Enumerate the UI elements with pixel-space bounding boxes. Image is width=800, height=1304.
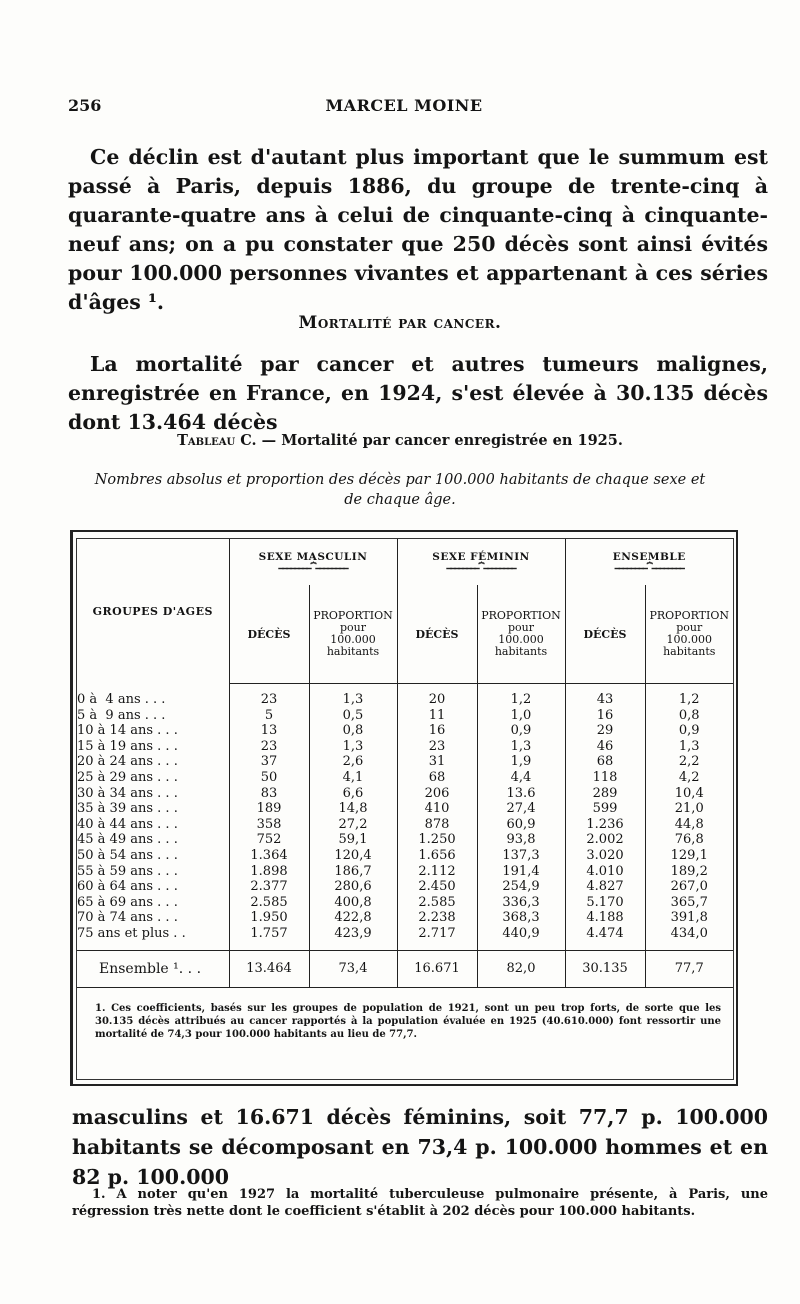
age-group-cell: 60 à 64 ans . . . [77,879,178,895]
value-cell: 14,8 [309,801,397,817]
col-group-female [397,539,565,585]
value-cell: 118 [565,770,645,786]
age-group-cell: 10 à 14 ans . . . [77,723,178,739]
value-cell: 50 [229,770,309,786]
value-cell: 1,2 [645,692,733,708]
col-group-male-label: SEXE MASCULIN [258,551,368,563]
value-cell: 0,9 [477,723,565,739]
value-cell: 2,6 [309,754,397,770]
table-note-row [77,987,733,1049]
value-cell: 189,2 [645,864,733,880]
prop-line-1: PROPORTION [649,609,730,622]
value-cell: 4.188 [565,910,645,926]
table-row [77,848,733,864]
value-cell: 1,3 [309,739,397,755]
table-row [77,864,733,880]
value-cell: 31 [397,754,477,770]
prop-line-3: 100.000 [330,633,376,646]
value-cell: 1,3 [477,739,565,755]
value-cell: 280,6 [309,879,397,895]
table-row [77,817,733,833]
col-header-deces-male: DÉCÈS [229,585,309,684]
paragraph-decline: Ce déclin est d'autant plus important que le summum est passé à Paris, depuis 1886, du groupe de trente-cinq à quarante-quatre ans à celui de cinquante-cinq à cinquante-neuf ans; on a pu constater que 250 décès sont ainsi évités pour 100.000 personnes vivantes et appartenant à ces séries d'âges ¹. [68,145,768,314]
total-label: Ensemble ¹. . . [77,950,229,987]
prop-line-2: pour [507,621,534,634]
value-cell: 1.757 [229,926,309,942]
running-title: MARCEL MOINE [325,96,483,115]
value-cell: 23 [397,739,477,755]
age-group-cell: 45 à 49 ans . . . [77,832,178,848]
value-cell: 129,1 [645,848,733,864]
value-cell: 68 [397,770,477,786]
value-cell: 16 [565,708,645,724]
page-header [68,96,740,120]
col-group-male [229,539,397,585]
prop-line-2: pour [339,621,366,634]
age-group-cell: 25 à 29 ans . . . [77,769,178,785]
age-group-cell: 15 à 19 ans . . . [77,738,178,754]
total-cell: 13.464 [229,950,309,987]
value-cell: 11 [397,708,477,724]
total-cell: 30.135 [565,950,645,987]
value-cell: 422,8 [309,910,397,926]
col-header-prop-male [309,585,397,684]
value-cell: 2.377 [229,879,309,895]
value-cell: 43 [565,692,645,708]
value-cell: 1.364 [229,848,309,864]
value-cell: 137,3 [477,848,565,864]
value-cell: 368,3 [477,910,565,926]
value-cell: 83 [229,786,309,802]
value-cell: 10,4 [645,786,733,802]
value-cell: 20 [397,692,477,708]
table-row [77,692,733,708]
value-cell: 1,0 [477,708,565,724]
value-cell: 400,8 [309,895,397,911]
value-cell: 13 [229,723,309,739]
value-cell: 599 [565,801,645,817]
value-cell: 29 [565,723,645,739]
total-cell: 73,4 [309,950,397,987]
total-cell: 82,0 [477,950,565,987]
prop-line-4: habitants [663,645,716,658]
col-group-female-label: SEXE FÉMININ [432,551,530,563]
value-cell: 1,9 [477,754,565,770]
brace-female: ⎯⎯⎯⎯⎯⎯⎯⎯⏞⎯⎯⎯⎯⎯⎯⎯⎯ [446,563,516,574]
table-row [77,739,733,755]
age-group-cell: 5 à 9 ans . . . [77,707,166,723]
section-heading: Mortalité par cancer. [298,313,502,333]
age-group-cell: 65 à 69 ans . . . [77,894,178,910]
table-title [0,432,800,449]
age-group-cell: 55 à 59 ans . . . [77,863,178,879]
value-cell: 1,2 [477,692,565,708]
value-cell: 3.020 [565,848,645,864]
value-cell: 23 [229,739,309,755]
value-cell: 206 [397,786,477,802]
value-cell: 68 [565,754,645,770]
table-subtitle: Nombres absolus et proportion des décès par 100.000 habitants de chaque sexe et de chaque âge. [94,472,706,508]
age-group-cell: 75 ans et plus . . [77,925,186,941]
value-cell: 4,2 [645,770,733,786]
value-cell: 0,8 [309,723,397,739]
value-cell: 6,6 [309,786,397,802]
value-cell: 5 [229,708,309,724]
value-cell: 120,4 [309,848,397,864]
value-cell: 2.002 [565,832,645,848]
value-cell: 37 [229,754,309,770]
value-cell: 254,9 [477,879,565,895]
age-group-cell: 0 à 4 ans . . . [77,692,166,707]
value-cell: 4,1 [309,770,397,786]
value-cell: 27,4 [477,801,565,817]
value-cell: 336,3 [477,895,565,911]
value-cell: 1.950 [229,910,309,926]
paragraph-cancer-intro: La mortalité par cancer et autres tumeurs malignes, enregistrée en France, en 1924, s'est élevée à 30.135 décès dont 13.464 décès [68,352,768,434]
value-cell: 289 [565,786,645,802]
table-row [77,770,733,786]
value-cell: 365,7 [645,895,733,911]
col-header-deces-total: DÉCÈS [565,585,645,684]
table-row [77,832,733,848]
col-header-prop-female [477,585,565,684]
value-cell: 16 [397,723,477,739]
value-cell: 27,2 [309,817,397,833]
value-cell: 2,2 [645,754,733,770]
value-cell: 434,0 [645,926,733,942]
col-group-total-label: ENSEMBLE [612,551,686,563]
value-cell: 358 [229,817,309,833]
total-row [77,950,733,987]
prop-line-3: 100.000 [666,633,712,646]
table-row [77,786,733,802]
page-number: 256 [68,96,102,115]
table-row [77,926,733,942]
age-group-cell: 40 à 44 ans . . . [77,816,178,832]
prop-line-3: 100.000 [498,633,544,646]
value-cell: 23 [229,692,309,708]
value-cell: 391,8 [645,910,733,926]
table-row [77,910,733,926]
value-cell: 0,9 [645,723,733,739]
table-note: 1. Ces coefficients, basés sur les groupes de population de 1921, sont un peu trop forts, de sorte que les 30.135 décès attribués au cancer rapportés à la population évaluée en 1925 (40.610.000) font ressortir une mortalité de 74,3 pour 100.000 habitants au lieu de 77,7. [77,987,733,1049]
value-cell: 878 [397,817,477,833]
value-cell: 440,9 [477,926,565,942]
value-cell: 59,1 [309,832,397,848]
value-cell: 423,9 [309,926,397,942]
age-group-cell: 30 à 34 ans . . . [77,785,178,801]
total-cell: 77,7 [645,950,733,987]
value-cell: 1.236 [565,817,645,833]
prop-line-4: habitants [494,645,548,658]
table-row [77,801,733,817]
value-cell: 186,7 [309,864,397,880]
col-header-prop-total [645,585,733,684]
value-cell: 2.112 [397,864,477,880]
value-cell: 2.450 [397,879,477,895]
value-cell: 60,9 [477,817,565,833]
prop-line-1: PROPORTION [481,609,561,622]
value-cell: 5.170 [565,895,645,911]
age-group-cell: 35 à 39 ans . . . [77,801,178,817]
value-cell: 1,3 [309,692,397,708]
value-cell: 4.474 [565,926,645,942]
value-cell: 1.656 [397,848,477,864]
value-cell: 44,8 [645,817,733,833]
table-title-text: — Mortalité par cancer enregistrée en 1925. [261,432,623,449]
value-cell: 2.238 [397,910,477,926]
age-group-cell: 70 à 74 ans . . . [77,910,178,926]
col-group-total [565,539,733,585]
value-cell: 2.585 [229,895,309,911]
value-cell: 4.827 [565,879,645,895]
table-body [77,692,733,942]
value-cell: 4.010 [565,864,645,880]
table-row [77,708,733,724]
value-cell: 21,0 [645,801,733,817]
value-cell: 410 [397,801,477,817]
value-cell: 13.6 [477,786,565,802]
prop-line-1: PROPORTION [313,609,393,622]
footnote: 1. A noter qu'en 1927 la mortalité tuberculeuse pulmonaire présente, à Paris, une régression très nette dont le coefficient s'établit à 202 décès pour 100.000 habitants. [72,1187,768,1219]
value-cell: 46 [565,739,645,755]
value-cell: 0,5 [309,708,397,724]
brace-male: ⎯⎯⎯⎯⎯⎯⎯⎯⏞⎯⎯⎯⎯⎯⎯⎯⎯ [278,563,348,574]
col-header-age-groups: GROUPES D'AGES [92,604,213,618]
value-cell: 1.898 [229,864,309,880]
value-cell: 4,4 [477,770,565,786]
value-cell: 1,3 [645,739,733,755]
prop-line-2: pour [676,621,703,634]
table-row [77,754,733,770]
value-cell: 2.585 [397,895,477,911]
paragraph-continuation: masculins et 16.671 décès féminins, soit 77,7 p. 100.000 habitants se décomposant en 73,4 p. 100.000 hommes et en 82 p. 100.000 [72,1105,768,1189]
prop-line-4: habitants [326,645,380,658]
value-cell: 0,8 [645,708,733,724]
value-cell: 1.250 [397,832,477,848]
value-cell: 2.717 [397,926,477,942]
value-cell: 752 [229,832,309,848]
table-row [77,879,733,895]
total-cell: 16.671 [397,950,477,987]
col-header-deces-female: DÉCÈS [397,585,477,684]
value-cell: 267,0 [645,879,733,895]
age-group-cell: 20 à 24 ans . . . [77,754,178,770]
brace-total: ⎯⎯⎯⎯⎯⎯⎯⎯⏞⎯⎯⎯⎯⎯⎯⎯⎯ [614,563,684,574]
value-cell: 93,8 [477,832,565,848]
table-row [77,723,733,739]
value-cell: 76,8 [645,832,733,848]
table-row [77,895,733,911]
value-cell: 189 [229,801,309,817]
value-cell: 191,4 [477,864,565,880]
mortality-table [77,539,733,1049]
table-label: Tableau C. [177,432,257,449]
age-group-cell: 50 à 54 ans . . . [77,847,178,863]
